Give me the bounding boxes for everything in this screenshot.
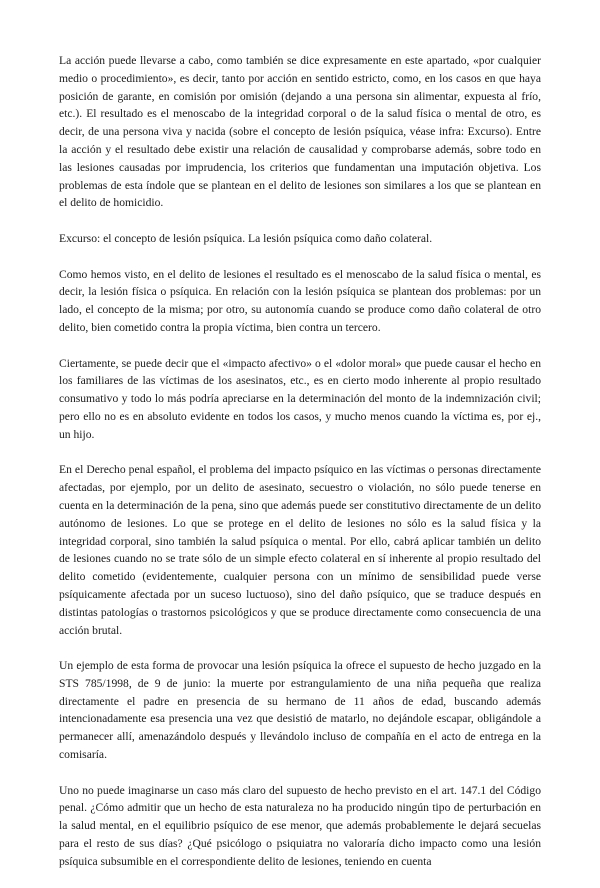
paragraph-action-and-result: La acción puede llevarse a cabo, como también se dice expresamente en este apartado, «por cualquier medio o procedimiento», es decir, tanto por acción en sentido estricto, como, en los casos en que haya posición de garante, en comisión por omisión (dejando a una persona sin alimentar, expuesta al frío, etc.). El resultado es el menoscabo de la integridad corporal o de la salud física o mental de otro, es decir, de una persona viva y nacida (sobre el concepto de lesión psíquica, véase infra: Excurso). Entre la acción y el resultado debe existir una relación de causalidad y comprobarse además, sobre todo en las lesiones causadas por imprudencia, los criterios que fundamentan una imputación objetiva. Los problemas de esta índole que se plantean en el delito de lesiones son similares a los que se plantean en el delito de homicidio. [59, 54, 541, 210]
paragraph-spanish-criminal-law: En el Derecho penal español, el problema del impacto psíquico en las víctimas o personas directamente afectadas, por ejemplo, por un delito de asesinato, secuestro o violación, no sólo puede tenerse en cuenta en la determinación de la pena, sino que además puede ser constitutivo directamente de un delito autónomo de lesiones. Lo que se protege en el delito de lesiones no sólo es la salud física y la integridad corporal, sino también la salud psíquica o mental. Por ello, cabrá aplicar también un delito de lesiones cuando no se trate sólo de un simple efecto colateral en sí inherente al propio resultado del delito cometido (evidentemente, cualquier persona con un mínimo de sensibilidad puede verse psíquicamente afectada por un suceso luctuoso), sino del daño psíquico, que se traduce después en distintas patologías o trastornos psicológicos y que se produce directamente como consecuencia de una acción brutal. [59, 463, 541, 637]
document-body [59, 52, 541, 888]
excursus-heading: Excurso: el concepto de lesión psíquica. La lesión psíquica como daño colateral. [59, 231, 433, 245]
paragraph-affective-impact: Ciertamente, se puede decir que el «impacto afectivo» o el «dolor moral» que puede causar el hecho en los familiares de las víctimas de los asesinatos, etc., es en cierto modo inherente al propio resultado consumativo y todo lo más podría apreciarse en la determinación del monto de la indemnización civil; pero ello no es en absoluto evidente en todos los casos, y mucho menos cuando la víctima es, por ej., un hijo. [59, 356, 541, 441]
paragraph-psychic-injury-problems: Como hemos visto, en el delito de lesiones el resultado es el menoscabo de la salud física o mental, es decir, la lesión física o psíquica. En relación con la lesión psíquica se plantean dos problemas: por un lado, el concepto de la misma; por otro, su autonomía cuando se produce como daño colateral de otro delito, bien cometido contra la propia víctima, bien contra un tercero. [59, 267, 541, 334]
paragraph-sts-example: Un ejemplo de esta forma de provocar una lesión psíquica la ofrece el supuesto de hecho juzgado en la STS 785/1998, de 9 de junio: la muerte por estrangulamiento de una niña pequeña que realiza directamente el padre en presencia de su hermano de 11 años de edad, buscando además intencionadamente esa presencia una vez que desistió de matarlo, no dejándole escapar, obligándole a permanecer allí, amenazándolo después y llevándolo incluso de compañía en el acto de entrega en la comisaría. [59, 659, 541, 762]
paragraph-art-147: Uno no puede imaginarse un caso más claro del supuesto de hecho previsto en el art. 147.1 del Código penal. ¿Cómo admitir que un hecho de esta naturaleza no ha producido ningún tipo de perturbación en la salud mental, en el equilibrio psíquico de ese menor, que además probablemente le dejará secuelas para el resto de sus días? ¿Qué psicólogo o psiquiatra no valoraría dicho impacto como una lesión psíquica subsumible en el correspondiente delito de lesiones, teniendo en cuenta [59, 783, 541, 868]
